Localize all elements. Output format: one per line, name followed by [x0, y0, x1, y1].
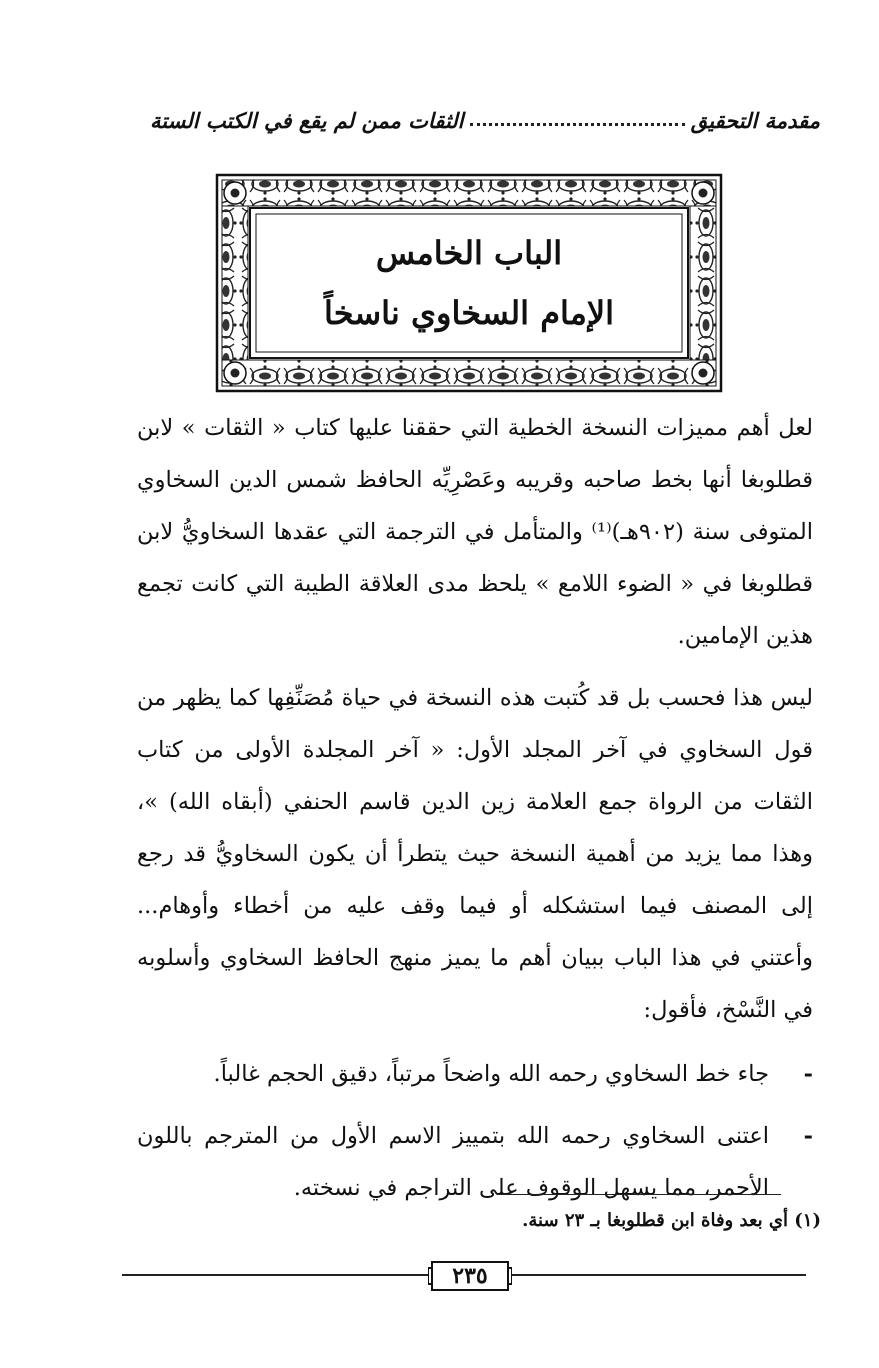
bullet-text: جاء خط السخاوي رحمه الله واضحاً مرتباً، دقيق الحجم غالباً.	[213, 1061, 769, 1087]
page-number: ٢٣٥	[452, 1263, 488, 1289]
page-number-box	[428, 1258, 512, 1294]
body-text	[137, 402, 813, 1224]
header-dot-leader	[470, 123, 685, 126]
header-section-title: مقدمة التحقيق	[690, 108, 820, 133]
footnote: (١) أي بعد وفاة ابن قطلوبغا بـ ٢٣ سنة.	[522, 1210, 821, 1231]
bullet-dash: -	[803, 1061, 813, 1087]
chapter-subject-title: الإمام السخاوي ناسخاً	[323, 294, 615, 332]
page-number-rule-right	[512, 1274, 806, 1276]
chapter-number-title: الباب الخامس	[375, 234, 563, 272]
running-header	[150, 108, 820, 133]
bullet-item-2	[137, 1110, 813, 1214]
footnote-separator	[497, 1194, 781, 1195]
bullet-item-1	[137, 1048, 813, 1100]
page-number-rule-left	[122, 1274, 428, 1276]
paragraph-2: ليس هذا فحسب بل قد كُتبت هذه النسخة في حياة مُصَنِّفِها كما يظهر من قول السخاوي في آخر المجلد الأول: « آخر المجلدة الأولى من كتاب الثقات من الرواة جمع العلامة زين الدين قاسم الحنفي (أبقاه الله) »، وهذا مما يزيد من أهمية النسخة حيث يتطرأ أن يكون السخاويُّ قد رجع إلى المصنف فيما استشكله أو فيما وقف عليه من أخطاء وأوهام... وأعتني في هذا الباب ببيان أهم ما يميز منهج الحافظ السخاوي وأسلوبه في النَّسْخ، فأقول:	[137, 685, 813, 1023]
bullet-dash: -	[803, 1123, 813, 1149]
chapter-title-box	[264, 216, 674, 350]
chapter-ornamental-frame	[214, 172, 724, 394]
paragraph-1: لعل أهم مميزات النسخة الخطية التي حققنا عليها كتاب « الثقات » لابن قطلوبغا أنها بخط صاحبه وقريبه وعَصْرِيِّه الحافظ شمس الدين السخاوي المتوفى سنة (٩٠٢هـ)⁽¹⁾ والمتأمل في الترجمة التي عقدها السخاويُّ لابن قطلوبغا في « الضوء اللامع » يلحظ مدى العلاقة الطيبة التي كانت تجمع هذين الإمامين.	[137, 415, 813, 649]
header-book-title: الثقات ممن لم يقع في الكتب الستة	[150, 108, 464, 133]
bullet-text: اعتنى السخاوي رحمه الله بتمييز الاسم الأول من المترجم باللون الأحمر، مما يسهل الوقوف على التراجم في نسخته.	[137, 1123, 769, 1201]
